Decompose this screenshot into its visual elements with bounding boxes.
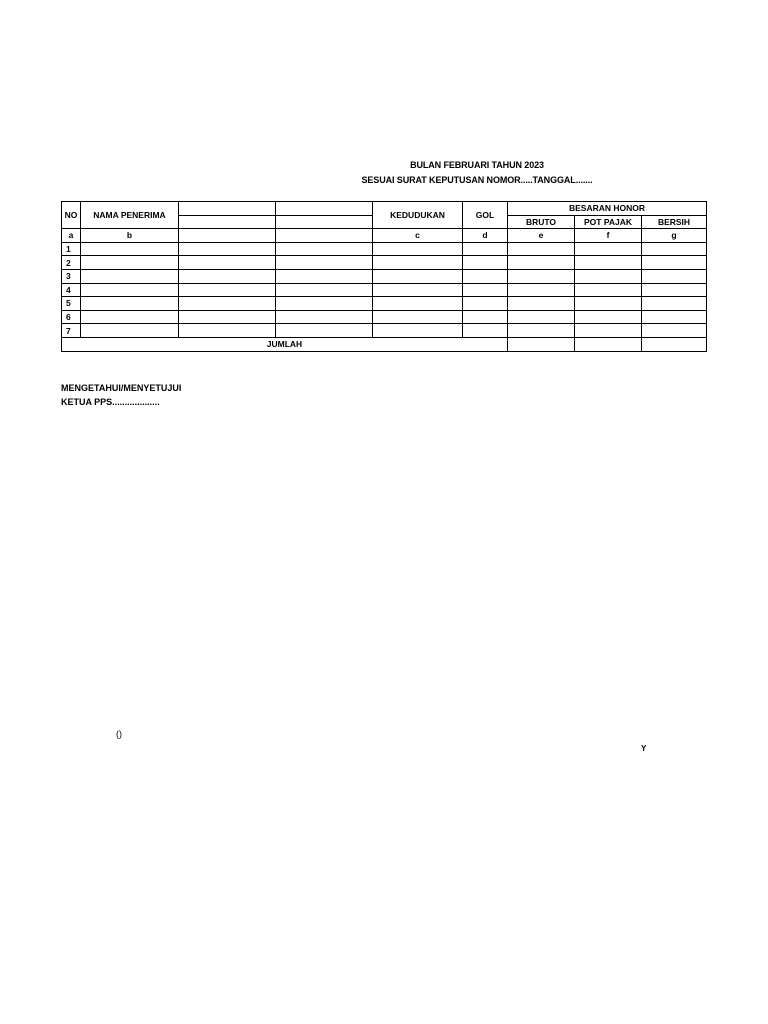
header-besaran-honor: BESARAN HONOR — [508, 202, 707, 216]
table-cell — [276, 310, 373, 324]
letter-cell: e — [508, 229, 575, 243]
table-cell — [508, 242, 575, 256]
table-cell — [642, 256, 707, 270]
table-cell — [373, 269, 463, 283]
table-cell — [276, 283, 373, 297]
table-cell — [276, 269, 373, 283]
letter-cell — [276, 229, 373, 243]
total-row — [62, 337, 707, 351]
table-cell — [179, 256, 276, 270]
table-cell — [642, 242, 707, 256]
parentheses-mark: () — [116, 729, 122, 739]
table-cell — [463, 310, 508, 324]
table-cell — [575, 324, 642, 338]
header-bruto: BRUTO — [508, 215, 575, 229]
table-cell — [463, 324, 508, 338]
row-number: 4 — [62, 283, 81, 297]
table-cell — [575, 242, 642, 256]
table-cell — [179, 310, 276, 324]
header-blank-1-bottom — [179, 215, 276, 229]
letter-cell: g — [642, 229, 707, 243]
document-title: BULAN FEBRUARI TAHUN 2023 — [410, 160, 544, 170]
header-blank-1-top — [179, 202, 276, 216]
table-cell — [575, 310, 642, 324]
table-row — [62, 256, 707, 270]
table-cell — [373, 283, 463, 297]
table-cell — [179, 242, 276, 256]
chairman-label: KETUA PPS................... — [61, 397, 160, 407]
table-cell — [575, 269, 642, 283]
table-cell — [642, 310, 707, 324]
table-row — [62, 242, 707, 256]
letter-cell: c — [373, 229, 463, 243]
letter-cell: d — [463, 229, 508, 243]
table-row — [62, 297, 707, 311]
table-cell — [642, 324, 707, 338]
table-cell — [373, 324, 463, 338]
table-cell — [373, 310, 463, 324]
header-bersih: BERSIH — [642, 215, 707, 229]
table-cell — [179, 324, 276, 338]
letter-cell — [179, 229, 276, 243]
table-cell — [508, 269, 575, 283]
letter-cell: b — [81, 229, 179, 243]
table-cell — [508, 283, 575, 297]
table-cell — [508, 256, 575, 270]
total-pot-pajak — [575, 337, 642, 351]
table-row — [62, 283, 707, 297]
document-subtitle: SESUAI SURAT KEPUTUSAN NOMOR.....TANGGAL....... — [361, 175, 593, 185]
table-cell — [81, 256, 179, 270]
table-cell — [81, 269, 179, 283]
table-cell — [508, 324, 575, 338]
table-cell — [642, 283, 707, 297]
table-cell — [642, 297, 707, 311]
header-kedudukan: KEDUDUKAN — [373, 202, 463, 229]
total-bersih — [642, 337, 707, 351]
header-row — [62, 202, 707, 216]
table-cell — [81, 283, 179, 297]
letter-cell: a — [62, 229, 81, 243]
header-blank-2-top — [276, 202, 373, 216]
table-cell — [179, 283, 276, 297]
table-cell — [373, 297, 463, 311]
table-cell — [463, 256, 508, 270]
total-label: JUMLAH — [62, 337, 508, 351]
total-bruto — [508, 337, 575, 351]
row-number: 6 — [62, 310, 81, 324]
approval-label: MENGETAHUI/MENYETUJUI — [61, 383, 182, 393]
table-cell — [373, 242, 463, 256]
table-cell — [81, 297, 179, 311]
table-cell — [276, 324, 373, 338]
header-pot-pajak: POT PAJAK — [575, 215, 642, 229]
row-number: 2 — [62, 256, 81, 270]
table-cell — [81, 242, 179, 256]
table-cell — [463, 242, 508, 256]
y-mark: Y — [641, 744, 647, 753]
table-cell — [276, 242, 373, 256]
table-cell — [373, 256, 463, 270]
table-cell — [81, 324, 179, 338]
header-nama-penerima: NAMA PENERIMA — [81, 202, 179, 229]
header-no: NO — [62, 202, 81, 229]
header-blank-2-bottom — [276, 215, 373, 229]
table-cell — [642, 269, 707, 283]
table-cell — [276, 256, 373, 270]
table-cell — [575, 297, 642, 311]
header-gol: GOL — [463, 202, 508, 229]
table-cell — [463, 269, 508, 283]
row-number: 7 — [62, 324, 81, 338]
row-number: 1 — [62, 242, 81, 256]
honor-table — [61, 201, 707, 352]
table-cell — [575, 256, 642, 270]
row-number: 3 — [62, 269, 81, 283]
table-cell — [179, 297, 276, 311]
table-cell — [276, 297, 373, 311]
table-cell — [575, 283, 642, 297]
table-cell — [463, 283, 508, 297]
table-row — [62, 324, 707, 338]
table-cell — [81, 310, 179, 324]
table-cell — [179, 269, 276, 283]
table-body — [62, 242, 707, 337]
row-number: 5 — [62, 297, 81, 311]
table-cell — [508, 297, 575, 311]
table-row — [62, 269, 707, 283]
table-cell — [508, 310, 575, 324]
letter-row — [62, 229, 707, 243]
table-cell — [463, 297, 508, 311]
table-row — [62, 310, 707, 324]
letter-cell: f — [575, 229, 642, 243]
